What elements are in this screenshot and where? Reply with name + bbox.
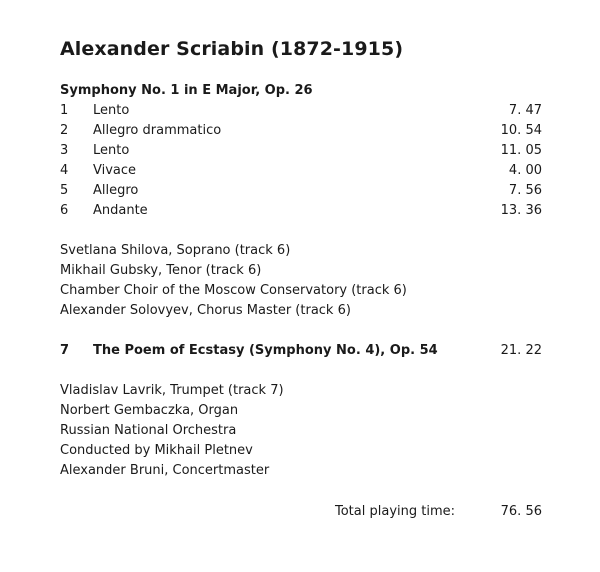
track-title: Allegro	[93, 183, 139, 198]
track-duration: 13. 36	[500, 203, 542, 218]
credit-line: Chamber Choir of the Moscow Conservatory (track 6)	[60, 283, 407, 298]
composer-heading: Alexander Scriabin (1872-1915)	[60, 38, 404, 60]
credit-line: Svetlana Shilova, Soprano (track 6)	[60, 243, 291, 258]
track-duration: 21. 22	[500, 343, 542, 358]
track-row-poem-of-ecstasy	[60, 341, 542, 361]
credit-line: Alexander Solovyev, Chorus Master (track 6)	[60, 303, 351, 318]
track-duration: 10. 54	[500, 123, 542, 138]
track-title: Allegro drammatico	[93, 123, 222, 138]
credit-line: Norbert Gembaczka, Organ	[60, 403, 239, 418]
track-title: Lento	[93, 103, 130, 118]
credit-line: Vladislav Lavrik, Trumpet (track 7)	[60, 383, 284, 398]
work-title-poem-of-ecstasy: The Poem of Ecstasy (Symphony No. 4), Op. 54	[93, 343, 438, 358]
total-playing-time-label: Total playing time:	[335, 504, 456, 519]
credit-line: Conducted by Mikhail Pletnev	[60, 443, 253, 458]
work-title-symphony-1: Symphony No. 1 in E Major, Op. 26	[60, 83, 313, 98]
track-title: Vivace	[93, 163, 137, 178]
credit-line: Mikhail Gubsky, Tenor (track 6)	[60, 263, 262, 278]
track-duration: 7. 56	[508, 183, 542, 198]
credit-line: Alexander Bruni, Concertmaster	[60, 463, 270, 478]
track-number: 4	[60, 163, 69, 178]
track-duration: 7. 47	[508, 103, 542, 118]
track-duration: 4. 00	[508, 163, 542, 178]
track-row	[60, 121, 542, 141]
track-duration: 11. 05	[500, 143, 542, 158]
track-title: Andante	[93, 203, 148, 218]
track-row	[60, 101, 542, 121]
track-number: 3	[60, 143, 69, 158]
track-number: 5	[60, 183, 69, 198]
total-playing-time-value: 76. 56	[500, 504, 542, 519]
track-row	[60, 141, 542, 161]
track-row	[60, 181, 542, 201]
track-row	[60, 161, 542, 181]
track-number: 7	[60, 343, 70, 358]
track-title: Lento	[93, 143, 130, 158]
track-number: 1	[60, 103, 69, 118]
track-number: 2	[60, 123, 69, 138]
track-number: 6	[60, 203, 69, 218]
track-row	[60, 201, 542, 221]
credit-line: Russian National Orchestra	[60, 423, 237, 438]
